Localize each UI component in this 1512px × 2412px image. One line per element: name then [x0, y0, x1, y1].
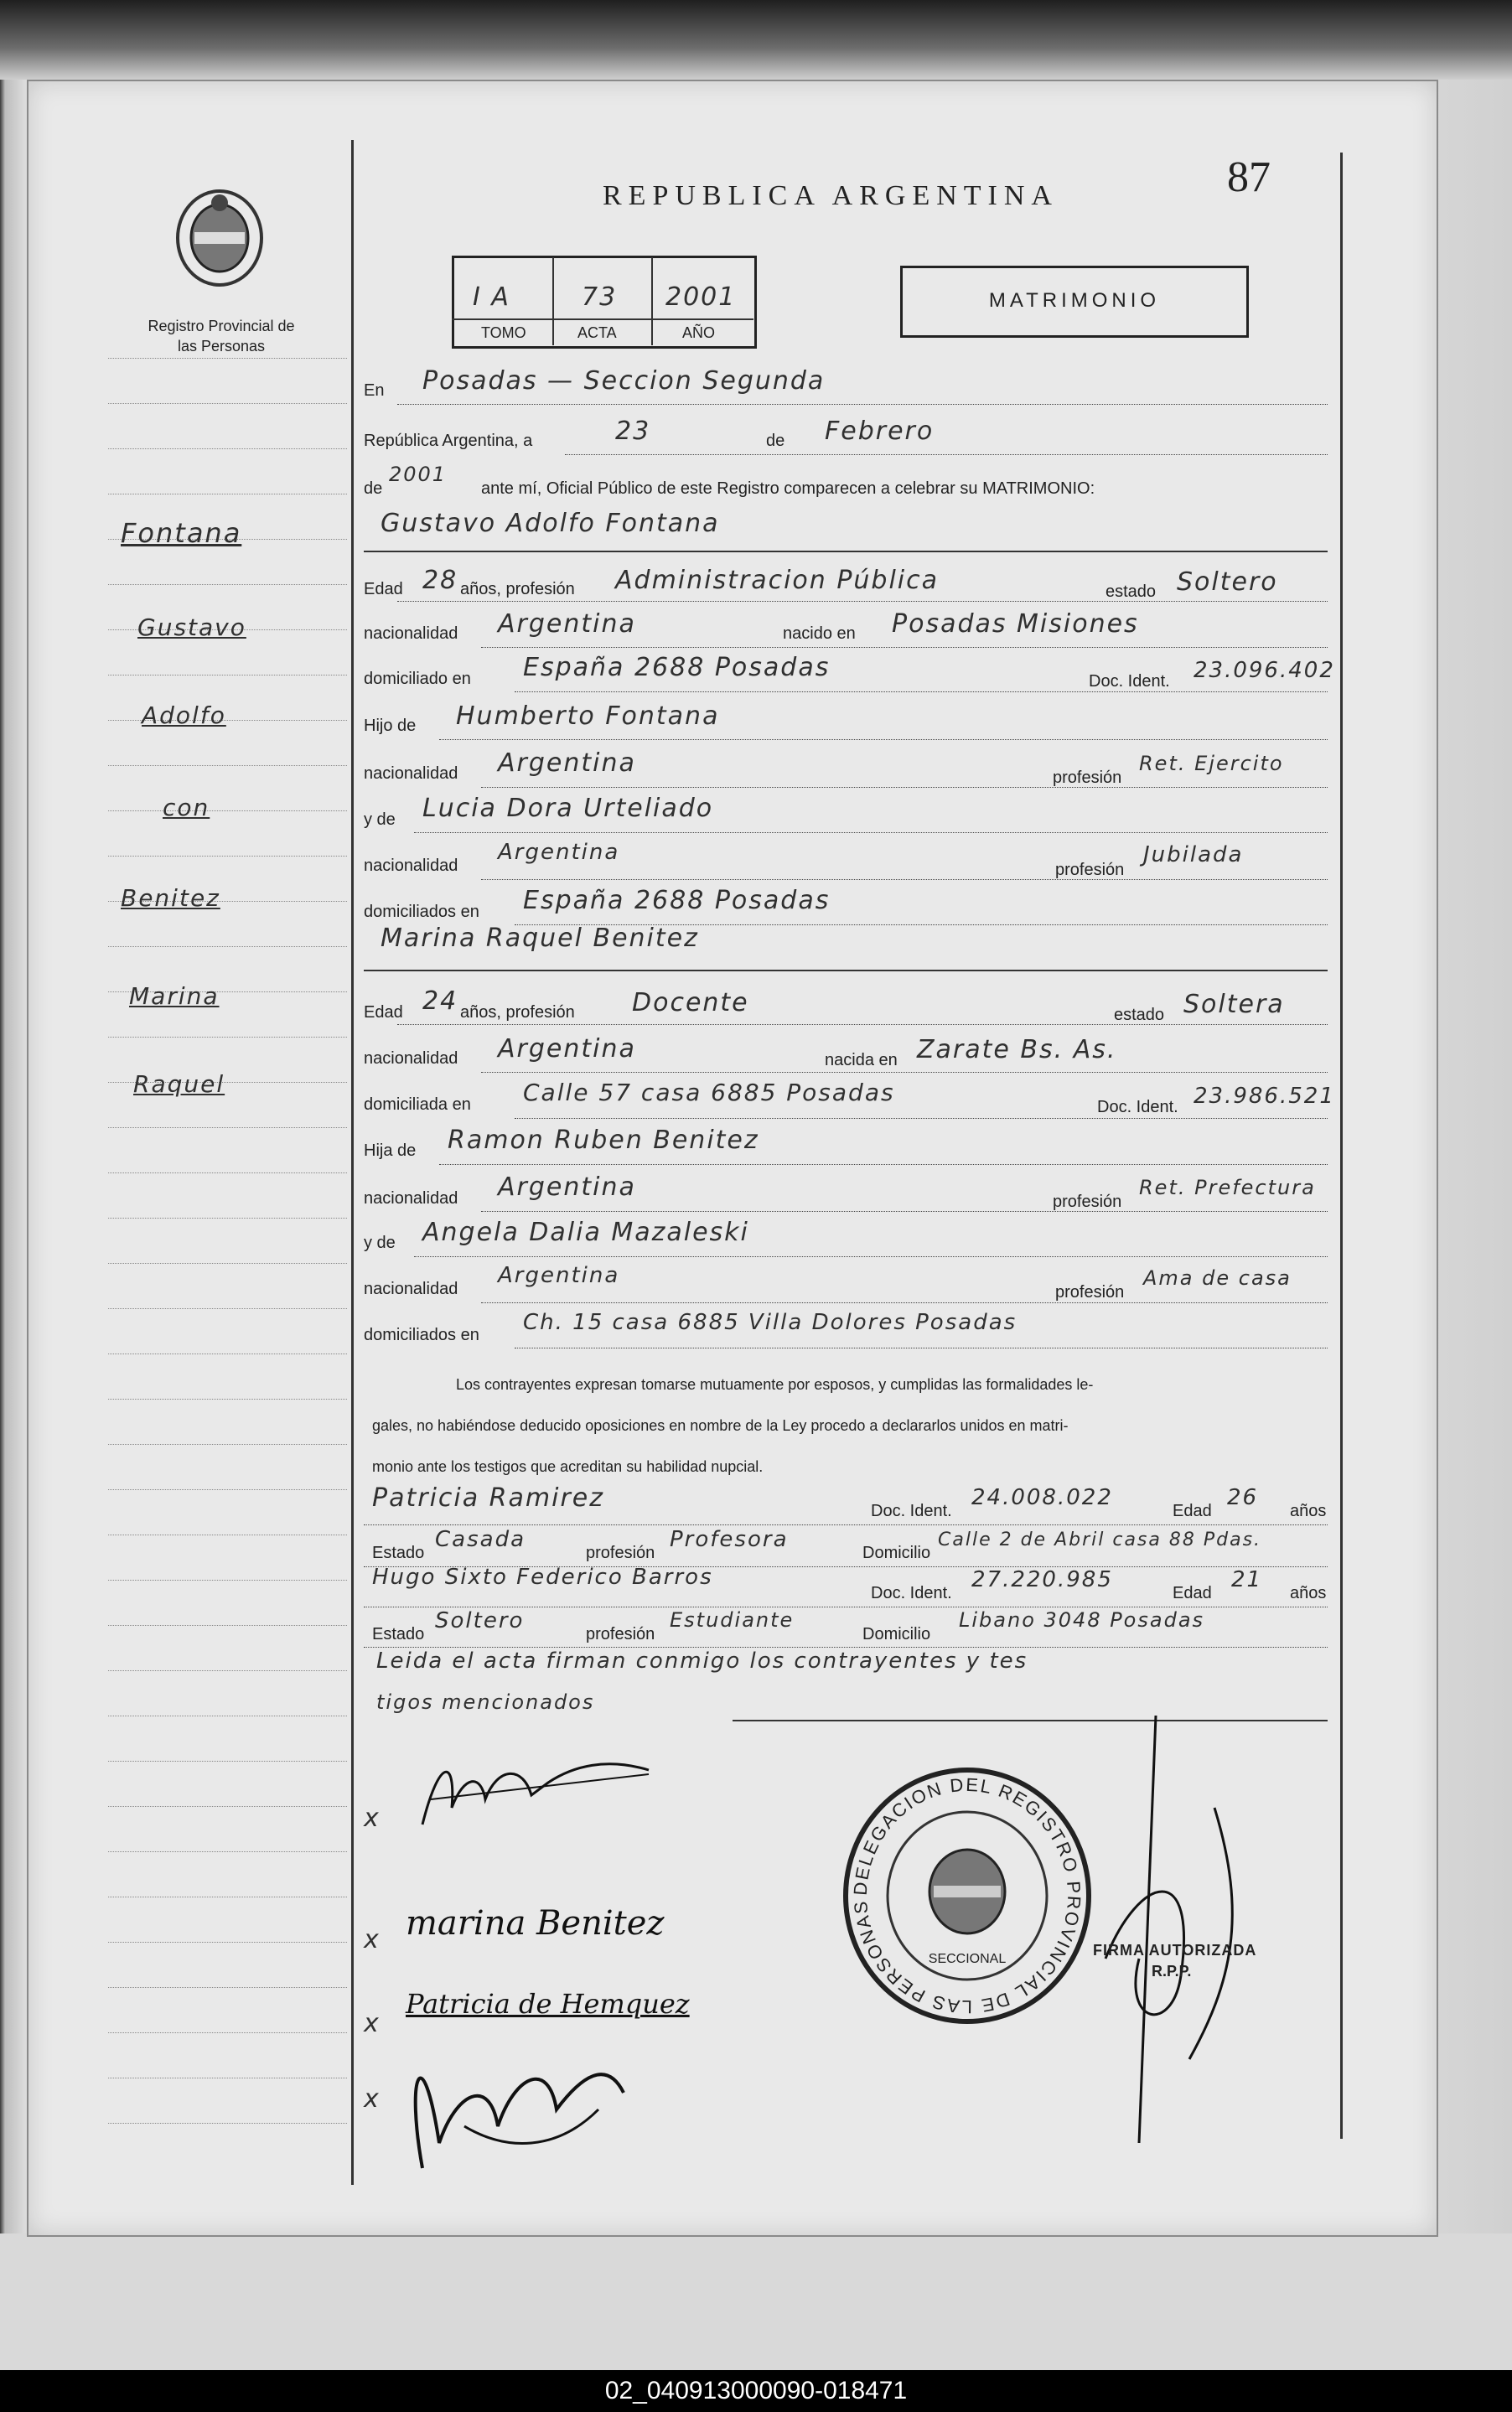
margin-dotted-line	[108, 1806, 347, 1807]
witness2-status: Soltero	[435, 1608, 525, 1633]
groom-doc-label: Doc. Ident.	[1089, 672, 1170, 691]
sig-mark-4: x	[364, 2084, 381, 2114]
margin-dotted-line	[108, 1172, 347, 1173]
witness2-name: Hugo Sixto Federico Barros	[372, 1565, 713, 1590]
witness1-anos-label: años	[1290, 1502, 1327, 1520]
margin-name-5: Benitez	[121, 884, 220, 912]
witness1-status: Casada	[435, 1527, 526, 1552]
ref-divider-1	[552, 257, 554, 345]
republica-label: República Argentina, a	[364, 432, 533, 450]
groom-nacido-label: nacido en	[783, 624, 856, 643]
witness2-edad-label: Edad	[1173, 1584, 1212, 1602]
groom-line-2	[481, 647, 1328, 648]
bride-line-1	[397, 1024, 1328, 1025]
ano-value: 2001	[665, 282, 737, 312]
groom-birthplace: Posadas Misiones	[892, 609, 1139, 639]
margin-dotted-line	[108, 1625, 347, 1626]
groom-line-6	[414, 832, 1328, 833]
margin-dotted-line	[108, 765, 347, 766]
legal-text-1: Los contrayentes expresan tomarse mutuamente por esposos, y cumplidas las formalidades le-	[456, 1376, 1094, 1393]
margin-dotted-line	[108, 1444, 347, 1445]
groom-line-5	[481, 787, 1328, 788]
date-line	[565, 454, 1328, 455]
margin-dotted-line	[108, 448, 347, 449]
witness1-doc-label: Doc. Ident.	[871, 1502, 952, 1520]
witness2-doc: 27.220.985	[971, 1567, 1113, 1592]
witness2-prof-label: profesión	[586, 1625, 655, 1643]
witness2-age: 21	[1231, 1567, 1263, 1592]
witness1-address: Calle 2 de Abril casa 88 Pdas.	[938, 1529, 1262, 1550]
groom-mother-nat-label: nacionalidad	[364, 857, 458, 875]
witness2-estado-label: Estado	[372, 1625, 425, 1643]
groom-mother-nat: Argentina	[498, 840, 620, 865]
groom-section-rule	[364, 551, 1328, 552]
margin-name-3: Adolfo	[142, 701, 226, 729]
margin-dotted-line	[108, 1761, 347, 1762]
groom-domicilio-label: domiciliado en	[364, 670, 471, 688]
groom-father-prof: Ret. Ejercito	[1139, 752, 1284, 775]
year-value: 2001	[389, 463, 448, 486]
groom-line-7	[481, 879, 1328, 880]
bride-mother-nat-label: nacionalidad	[364, 1280, 458, 1298]
margin-dotted-line	[108, 1399, 347, 1400]
coat-of-arms-icon	[169, 186, 270, 291]
bride-nationality: Argentina	[498, 1034, 636, 1064]
page-number: 87	[1227, 153, 1271, 201]
witness2-line-2	[364, 1647, 1328, 1648]
groom-age: 28	[422, 566, 458, 595]
bride-line-2	[481, 1072, 1328, 1073]
margin-dotted-line	[108, 358, 347, 359]
groom-parents-address: España 2688 Posadas	[523, 886, 831, 915]
intro-text: ante mí, Oficial Público de este Registro comparecen a celebrar su MATRIMONIO:	[481, 479, 1095, 498]
top-shadow-strip	[0, 0, 1512, 80]
groom-signature-icon	[406, 1749, 657, 1841]
margin-dotted-line	[108, 856, 347, 857]
bride-address: Calle 57 casa 6885 Posadas	[523, 1079, 895, 1106]
groom-father-prof-label: profesión	[1053, 769, 1122, 787]
bride-line-7	[481, 1302, 1328, 1303]
witness1-prof-label: profesión	[586, 1544, 655, 1562]
margin-dotted-line	[108, 1580, 347, 1581]
groom-mother-prof-label: profesión	[1055, 861, 1125, 879]
bride-father-nat-label: nacionalidad	[364, 1189, 458, 1208]
bottom-band	[0, 2233, 1512, 2370]
margin-name-7: Raquel	[133, 1070, 225, 1098]
stamp-line-2: R.P.P.	[1152, 1963, 1192, 1980]
margin-dotted-line	[108, 1670, 347, 1671]
bride-name: Marina Raquel Benitez	[381, 924, 699, 953]
bride-line-3	[515, 1118, 1328, 1119]
margin-dotted-line	[108, 1218, 347, 1219]
groom-status: Soltero	[1177, 567, 1278, 597]
bride-profession: Docente	[632, 988, 749, 1017]
margin-dotted-line	[108, 1942, 347, 1943]
witness1-edad-label: Edad	[1173, 1502, 1212, 1520]
witness2-prof: Estudiante	[670, 1608, 795, 1632]
sig-mark-1: x	[364, 1804, 381, 1833]
bride-father: Ramon Ruben Benitez	[448, 1126, 759, 1155]
bride-line-5	[481, 1211, 1328, 1212]
margin-name-2: Gustavo	[137, 613, 246, 641]
margin-dotted-line	[108, 946, 347, 947]
seal-inner-text: SECCIONAL	[928, 1952, 1007, 1966]
bride-mother-prof: Ama de casa	[1143, 1266, 1292, 1290]
groom-profession: Administracion Pública	[615, 566, 940, 595]
margin-dotted-line	[108, 1851, 347, 1852]
margin-name-1: Fontana	[121, 517, 242, 549]
margin-dotted-line	[108, 1127, 347, 1128]
official-seal-icon	[837, 1762, 1097, 2030]
groom-father-nat-label: nacionalidad	[364, 764, 458, 783]
groom-father: Humberto Fontana	[456, 701, 720, 731]
bride-estado-label: estado	[1114, 1006, 1165, 1024]
groom-estado-label: estado	[1106, 582, 1157, 601]
groom-hijo-label: Hijo de	[364, 717, 417, 735]
groom-yde-label: y de	[364, 810, 396, 829]
groom-nacionalidad-label: nacionalidad	[364, 624, 458, 643]
bride-mother-nat: Argentina	[498, 1263, 620, 1288]
margin-dotted-line	[108, 1308, 347, 1309]
witness1-estado-label: Estado	[372, 1544, 425, 1562]
witness2-doc-label: Doc. Ident.	[871, 1584, 952, 1602]
margin-dotted-line	[108, 2123, 347, 2124]
bride-age: 24	[422, 986, 458, 1016]
closing-line-2: tigos mencionados	[376, 1690, 595, 1714]
country-title: REPUBLICA ARGENTINA	[603, 180, 1059, 211]
bride-signature: marina Benitez	[406, 1904, 665, 1943]
month-de-label: de	[766, 432, 785, 450]
groom-line-1	[397, 601, 1328, 602]
legal-text-2: gales, no habiéndose deducido oposiciones en nombre de la Ley procedo a declararlos unidos en matri-	[372, 1417, 1069, 1434]
left-margin-rule	[351, 140, 354, 2185]
margin-dotted-line	[108, 1489, 347, 1490]
legal-text-3: monio ante los testigos que acreditan su habilidad nupcial.	[372, 1458, 764, 1475]
en-line	[397, 404, 1328, 405]
ref-divider-2	[651, 257, 653, 345]
bride-yde-label: y de	[364, 1234, 396, 1252]
day-value: 23	[615, 417, 651, 446]
witness2-anos-label: años	[1290, 1584, 1327, 1602]
bride-birthplace: Zarate Bs. As.	[917, 1035, 1117, 1064]
acta-label: ACTA	[577, 324, 617, 341]
groom-father-nat: Argentina	[498, 748, 636, 778]
seal-ring-text: DELEGACION DEL REGISTRO PROVINCIAL DE LAS PERSONAS	[849, 1773, 1085, 2018]
groom-line-3	[515, 691, 1328, 692]
bride-father-nat: Argentina	[498, 1172, 636, 1202]
tomo-label: TOMO	[481, 324, 526, 341]
stamp-line-1: FIRMA AUTORIZADA	[1093, 1942, 1257, 1959]
right-margin-rule	[1340, 153, 1343, 2139]
margin-dotted-line	[108, 2032, 347, 2033]
witness2-dom-label: Domicilio	[862, 1625, 931, 1643]
bride-father-prof: Ret. Prefectura	[1139, 1176, 1316, 1199]
registry-label: Registro Provincial de las Personas	[148, 318, 295, 355]
margin-dotted-line	[108, 810, 347, 811]
bride-parents-address: Ch. 15 casa 6885 Villa Dolores Posadas	[523, 1310, 1017, 1335]
margin-dotted-line	[108, 584, 347, 585]
margin-dotted-line	[108, 1987, 347, 1988]
ano-label: AÑO	[682, 324, 716, 341]
groom-parents-dom-label: domiciliados en	[364, 903, 479, 921]
witness2-signature-icon	[389, 2026, 640, 2176]
bride-section-rule	[364, 970, 1328, 971]
groom-name: Gustavo Adolfo Fontana	[381, 509, 720, 538]
closing-line-1: Leida el acta firman conmigo los contrayentes y tes	[376, 1649, 1028, 1674]
groom-profesion-label: años, profesión	[460, 580, 575, 598]
bride-mother: Angela Dalia Mazaleski	[422, 1218, 749, 1247]
groom-mother-prof: Jubilada	[1143, 842, 1244, 867]
groom-line-4	[439, 739, 1328, 740]
witness-signature: Patricia de Hemquez	[406, 1988, 690, 2020]
bride-doc-label: Doc. Ident.	[1097, 1098, 1178, 1116]
ref-label-rule	[452, 318, 753, 320]
act-type-label: MATRIMONIO	[988, 289, 1161, 312]
bride-father-prof-label: profesión	[1053, 1193, 1122, 1211]
witness1-line-1	[364, 1524, 1328, 1525]
bride-hija-label: Hija de	[364, 1141, 417, 1160]
sig-mark-3: x	[364, 2009, 381, 2038]
en-label: En	[364, 381, 385, 400]
month-value: Febrero	[825, 417, 935, 446]
bride-parents-dom-label: domiciliados en	[364, 1326, 479, 1344]
bride-mother-prof-label: profesión	[1055, 1283, 1125, 1302]
margin-dotted-line	[108, 1263, 347, 1264]
bride-nacida-label: nacida en	[825, 1051, 898, 1069]
register-page	[27, 80, 1438, 2237]
tomo-value: I A	[473, 282, 510, 312]
margin-dotted-line	[108, 403, 347, 404]
sig-mark-2: x	[364, 1925, 381, 1954]
witness1-doc: 24.008.022	[971, 1485, 1113, 1510]
bride-domicilio-label: domiciliada en	[364, 1095, 471, 1114]
en-value: Posadas — Seccion Segunda	[422, 366, 826, 396]
margin-name-4: con	[163, 794, 210, 821]
bride-edad-label: Edad	[364, 1003, 403, 1022]
groom-mother: Lucia Dora Urteliado	[422, 794, 714, 823]
margin-dotted-line	[108, 1037, 347, 1038]
year-de-label: de	[364, 479, 383, 498]
acta-value: 73	[582, 282, 618, 312]
bride-profesion-label: años, profesión	[460, 1003, 575, 1022]
bride-line-6	[414, 1256, 1328, 1257]
groom-address: España 2688 Posadas	[523, 653, 831, 682]
witness1-prof: Profesora	[670, 1527, 789, 1552]
bride-line-4	[439, 1164, 1328, 1165]
groom-edad-label: Edad	[364, 580, 403, 598]
witness2-address: Libano 3048 Posadas	[959, 1608, 1205, 1632]
witness1-name: Patricia Ramirez	[372, 1483, 604, 1513]
bride-nacionalidad-label: nacionalidad	[364, 1049, 458, 1068]
witness1-age: 26	[1227, 1485, 1259, 1510]
groom-doc: 23.096.402	[1194, 658, 1335, 683]
scan-caption: 02_040913000090-018471	[0, 2370, 1512, 2412]
bride-status: Soltera	[1183, 990, 1285, 1019]
groom-nationality: Argentina	[498, 609, 636, 639]
margin-name-6: Marina	[129, 982, 220, 1010]
witness1-dom-label: Domicilio	[862, 1544, 931, 1562]
official-signature-icon	[1089, 1707, 1265, 2160]
bride-doc: 23.986.521	[1194, 1084, 1335, 1109]
